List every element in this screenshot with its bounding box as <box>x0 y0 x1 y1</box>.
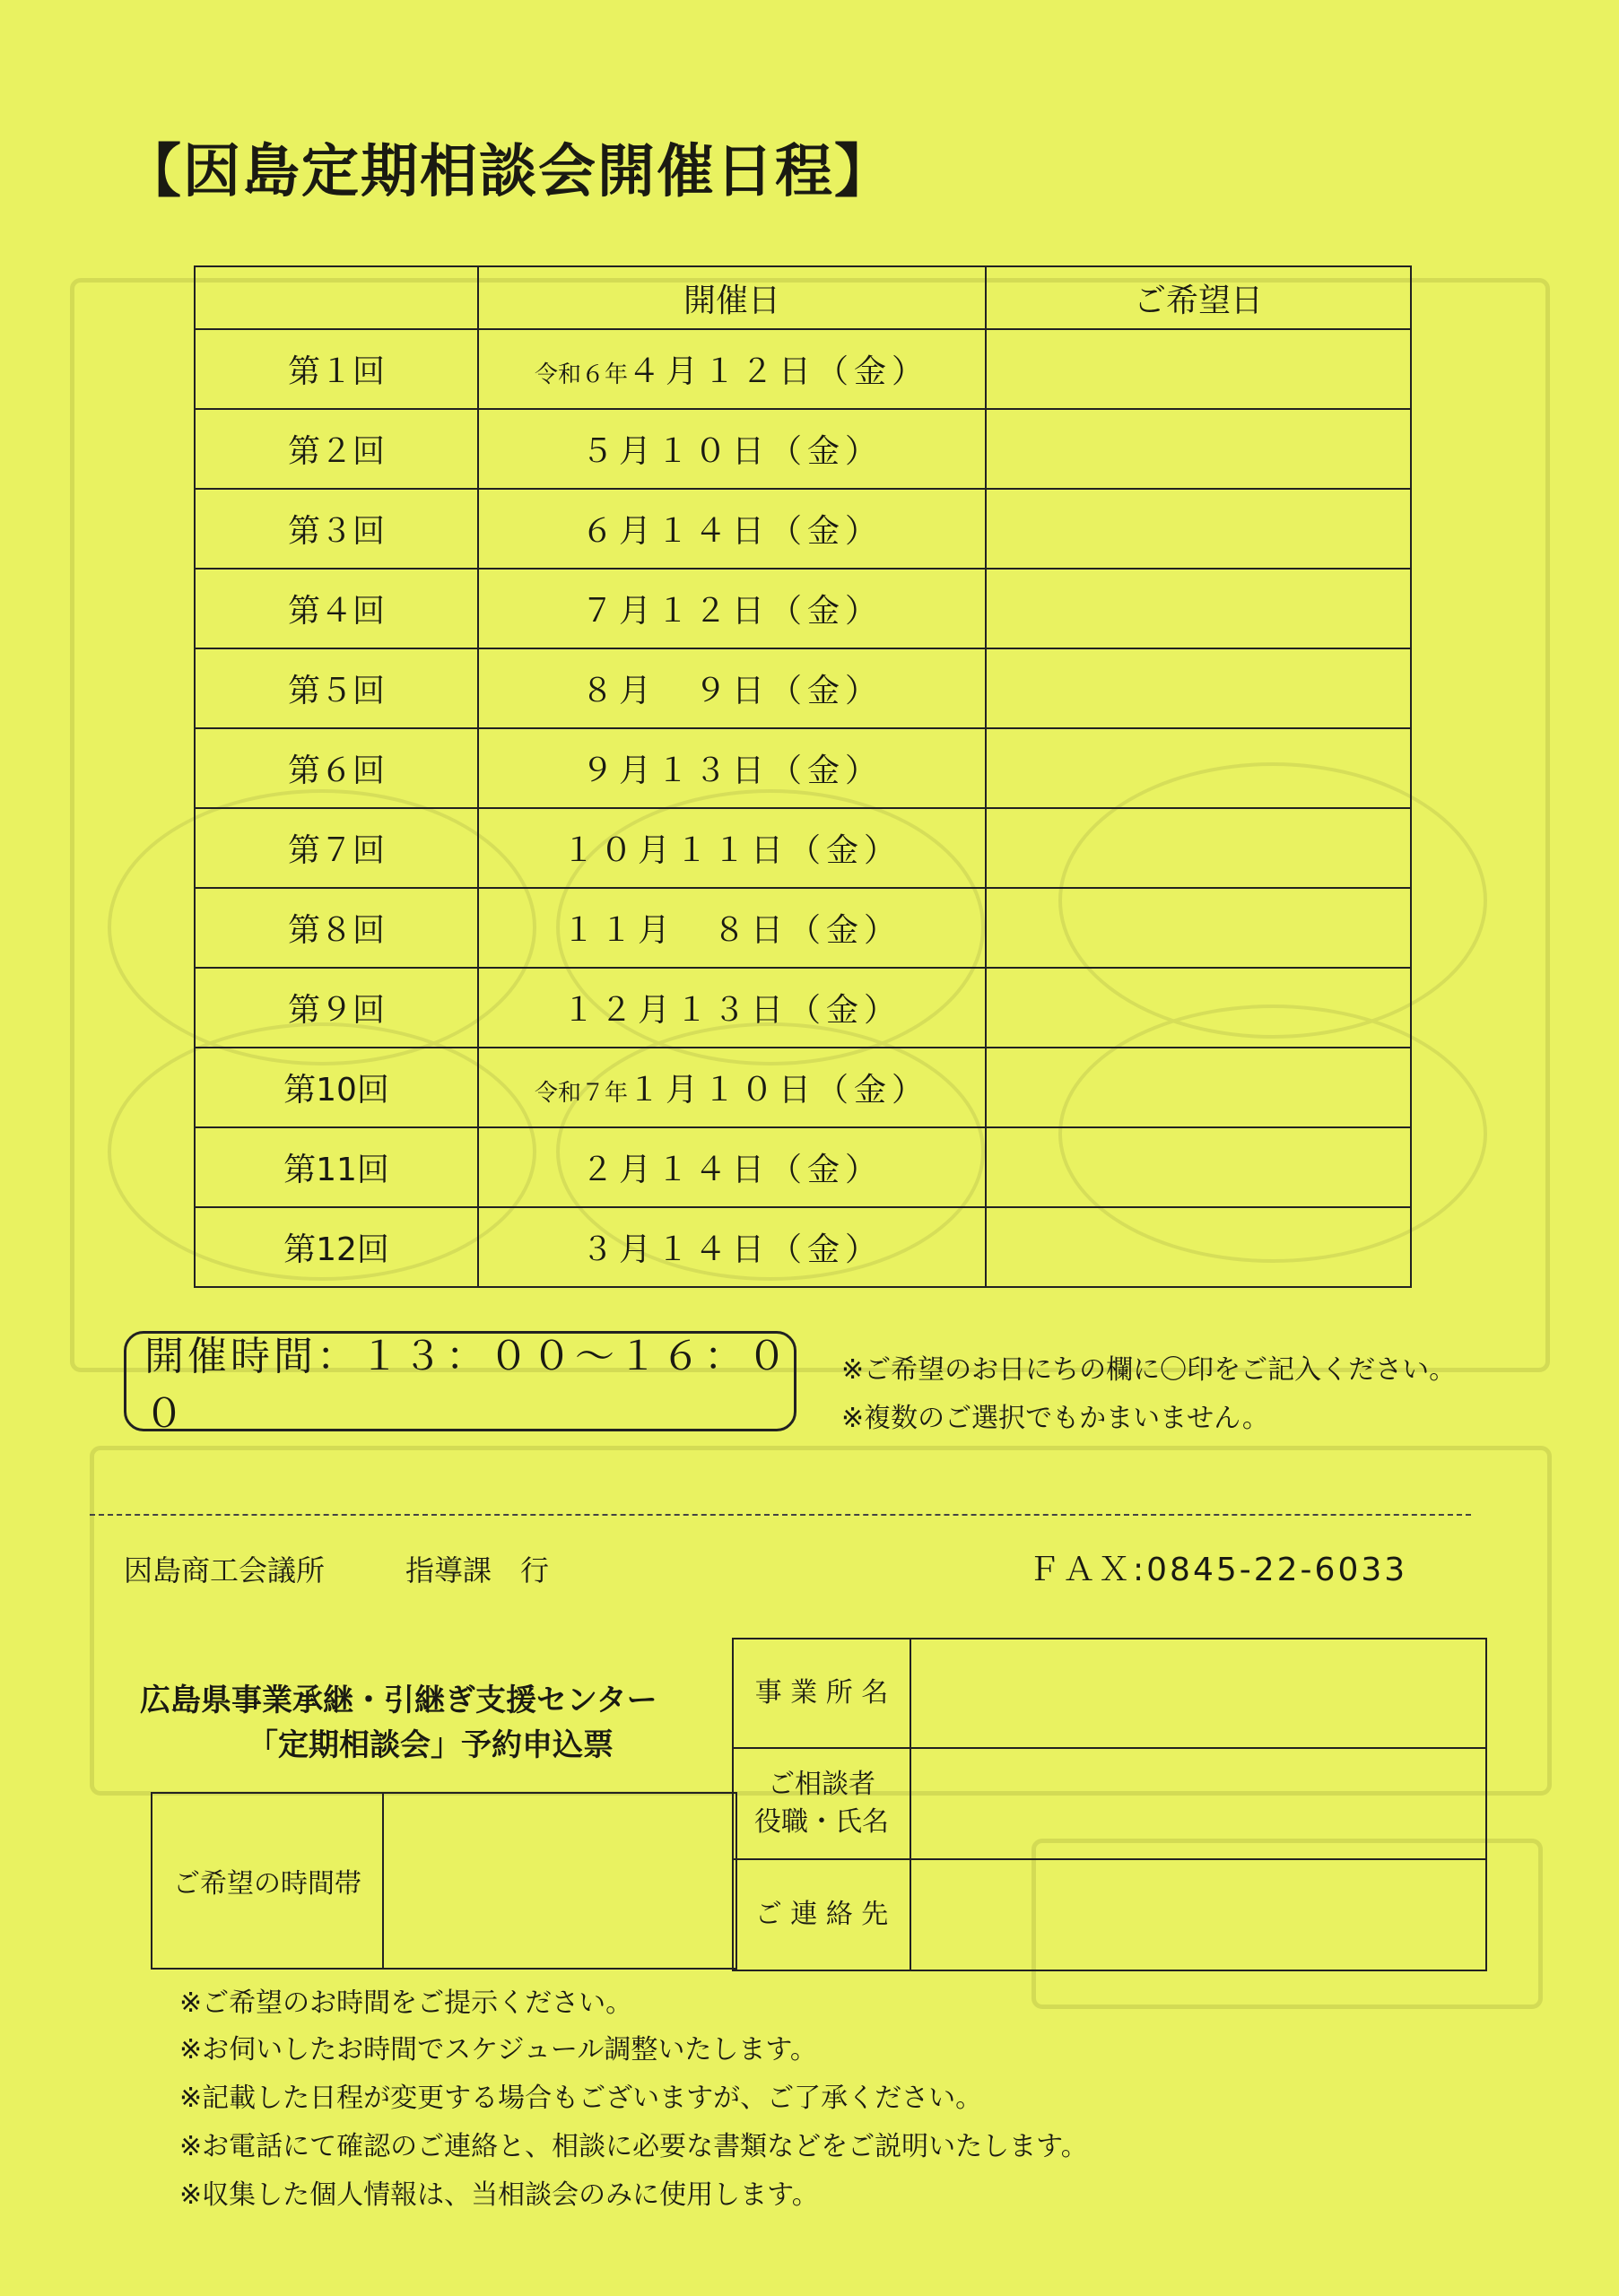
application-form-table <box>732 1638 1487 1971</box>
date-cell <box>478 569 986 648</box>
round-cell: 第１回 <box>195 329 478 409</box>
note-multiple-ok: ※複数のご選択でもかまいません。 <box>841 1403 1269 1434</box>
consultant-label-line1: ご相談者 <box>768 1769 875 1800</box>
fax-number: ＦＡＸ:0845-22-6033 <box>1028 1552 1408 1588</box>
preferred-cell[interactable] <box>986 329 1411 409</box>
consultant-label-line2: 役職・氏名 <box>754 1806 889 1838</box>
consultant-name-field[interactable] <box>910 1748 1486 1859</box>
table-row <box>195 569 1411 648</box>
form-row <box>152 1793 736 1969</box>
date-cell <box>478 808 986 888</box>
table-row <box>195 1048 1411 1127</box>
date-cell <box>478 1127 986 1207</box>
contact-label: ご 連 絡 先 <box>733 1859 910 1970</box>
date-text: ５月１０日（金） <box>580 433 883 470</box>
round-cell: 第７回 <box>195 808 478 888</box>
date-cell <box>478 489 986 569</box>
preferred-cell[interactable] <box>986 648 1411 728</box>
date-text: １１月 ８日（金） <box>561 912 901 949</box>
round-cell: 第３回 <box>195 489 478 569</box>
preferred-cell[interactable] <box>986 569 1411 648</box>
page-title: 【因島定期相談会開催日程】 <box>124 139 893 205</box>
bottom-note: ※収集した個人情報は、当相談会のみに使用します。 <box>179 2179 819 2211</box>
form-row <box>733 1859 1486 1970</box>
addressee-division: 指導課 行 <box>405 1553 550 1587</box>
schedule-table <box>194 265 1412 1288</box>
era-label: 令和６年 <box>534 361 628 388</box>
header-date: 開催日 <box>478 266 986 329</box>
form-subtitle: 「定期相談会」予約申込票 <box>248 1727 614 1763</box>
date-text: ８月 ９日（金） <box>580 673 883 709</box>
header-round <box>195 266 478 329</box>
date-cell <box>478 728 986 808</box>
table-row <box>195 489 1411 569</box>
bottom-note: ※お電話にて確認のご連絡と、相談に必要な書類などをご説明いたします。 <box>179 2131 1088 2162</box>
date-cell <box>478 648 986 728</box>
round-cell: 第２回 <box>195 409 478 489</box>
note-circle-mark: ※ご希望のお日にちの欄に〇印をご記入ください。 <box>841 1354 1457 1386</box>
event-time-box: 開催時間：１３：００～１６：００ <box>124 1331 796 1431</box>
round-cell: 第10回 <box>195 1048 478 1127</box>
round-cell: 第11回 <box>195 1127 478 1207</box>
date-cell <box>478 888 986 968</box>
preferred-cell[interactable] <box>986 808 1411 888</box>
bottom-note: ※ご希望のお時間をご提示ください。 <box>179 1987 633 2019</box>
date-cell <box>478 1207 986 1287</box>
date-text: ７月１２日（金） <box>580 593 883 630</box>
date-text: ６月１４日（金） <box>580 513 883 550</box>
company-name-field[interactable] <box>910 1639 1486 1748</box>
date-text: ３月１４日（金） <box>580 1231 883 1268</box>
issuer-name: 因島商工会議所 <box>124 1553 326 1587</box>
table-row <box>195 728 1411 808</box>
round-cell: 第12回 <box>195 1207 478 1287</box>
preferred-cell[interactable] <box>986 489 1411 569</box>
table-row <box>195 1127 1411 1207</box>
table-row <box>195 648 1411 728</box>
company-name-label: 事 業 所 名 <box>733 1639 910 1748</box>
form-row <box>733 1748 1486 1859</box>
table-row <box>195 888 1411 968</box>
date-text: ２月１４日（金） <box>580 1152 883 1188</box>
preferred-time-label: ご希望の時間帯 <box>152 1793 383 1969</box>
table-row <box>195 968 1411 1048</box>
form-title: 広島県事業承継・引継ぎ支援センター <box>140 1683 657 1718</box>
date-text: ４月１２日（金） <box>628 353 930 390</box>
preferred-cell[interactable] <box>986 1127 1411 1207</box>
preferred-time-table <box>151 1792 737 1970</box>
table-row <box>195 808 1411 888</box>
table-row <box>195 329 1411 409</box>
table-header-row <box>195 266 1411 329</box>
table-row <box>195 1207 1411 1287</box>
date-text: １月１０日（金） <box>628 1072 930 1109</box>
date-cell <box>478 968 986 1048</box>
date-cell <box>478 409 986 489</box>
header-preferred: ご希望日 <box>986 266 1411 329</box>
preferred-cell[interactable] <box>986 728 1411 808</box>
contact-field[interactable] <box>910 1859 1486 1970</box>
preferred-cell[interactable] <box>986 968 1411 1048</box>
round-cell: 第９回 <box>195 968 478 1048</box>
cut-line <box>90 1514 1471 1516</box>
era-label: 令和７年 <box>534 1080 628 1107</box>
table-row <box>195 409 1411 489</box>
preferred-cell[interactable] <box>986 1207 1411 1287</box>
date-text: １２月１３日（金） <box>561 992 901 1029</box>
round-cell: 第８回 <box>195 888 478 968</box>
bottom-note: ※お伺いしたお時間でスケジュール調整いたします。 <box>179 2034 817 2066</box>
round-cell: 第６回 <box>195 728 478 808</box>
form-row <box>733 1639 1486 1748</box>
date-cell <box>478 329 986 409</box>
date-text: １０月１１日（金） <box>561 832 901 869</box>
consultant-label <box>733 1748 910 1859</box>
preferred-time-field[interactable] <box>383 1793 736 1969</box>
bottom-note: ※記載した日程が変更する場合もございますが、ご了承ください。 <box>179 2083 983 2114</box>
round-cell: 第５回 <box>195 648 478 728</box>
preferred-cell[interactable] <box>986 1048 1411 1127</box>
date-text: ９月１３日（金） <box>580 752 883 789</box>
preferred-cell[interactable] <box>986 888 1411 968</box>
preferred-cell[interactable] <box>986 409 1411 489</box>
date-cell <box>478 1048 986 1127</box>
round-cell: 第４回 <box>195 569 478 648</box>
